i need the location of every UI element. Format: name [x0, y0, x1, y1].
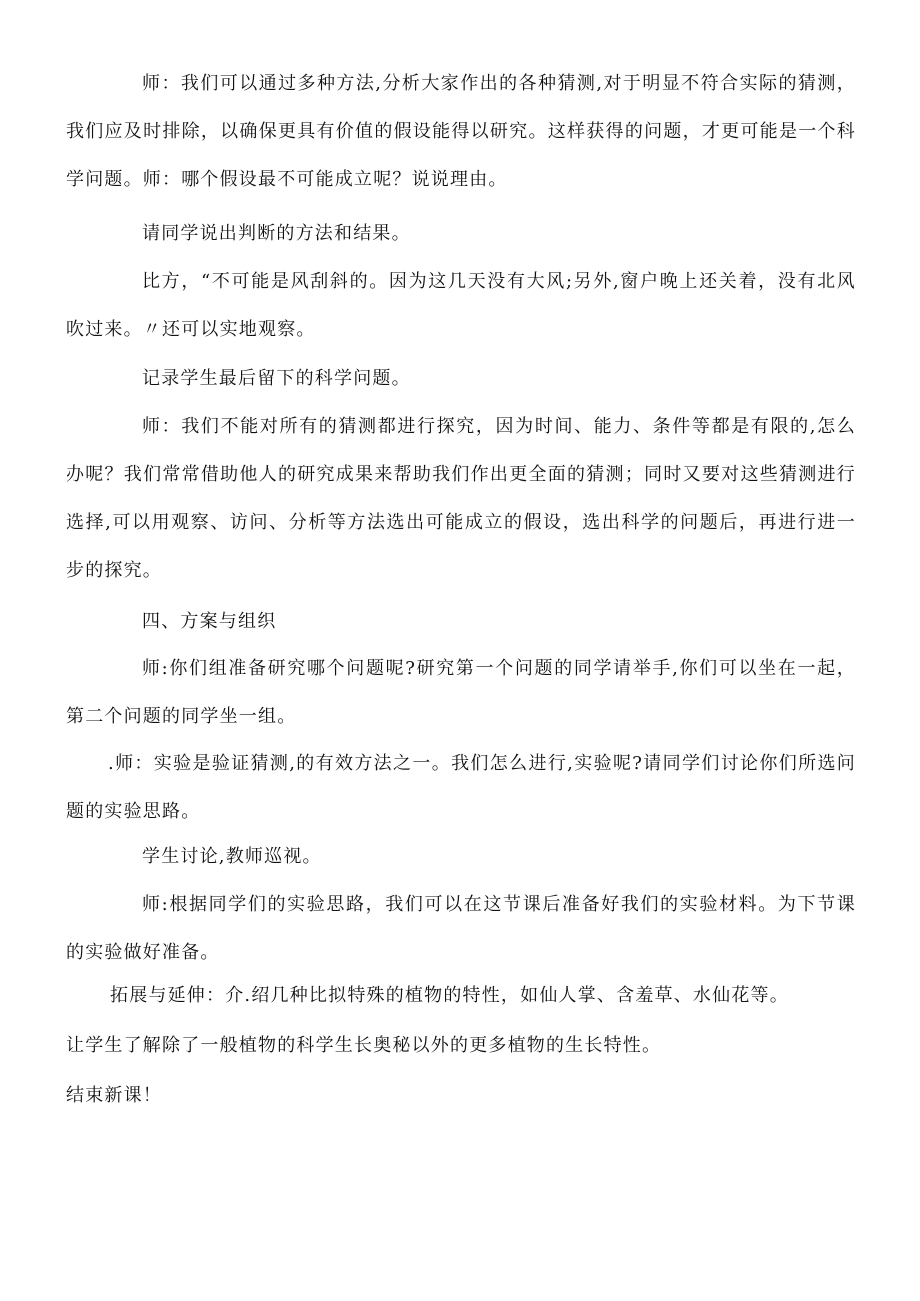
paragraph-understanding: 让学生了解除了一般植物的科学生长奥秘以外的更多植物的生长特性。 [66, 1035, 662, 1056]
paragraph-teacher-explore: 师：我们不能对所有的猜测都进行探究，因为时间、能力、条件等都是有限的,怎么办呢？我们常常借助他人的研究成果来帮助我们作出更全面的猜测；同时又要对这些猜测进行选择,可以用观察、访问、分析等方法选出可能成立的假设，选出科学的问题后，再进行进一步的探究。 [66, 416, 856, 581]
paragraph-teacher-hypothesis: 师：我们可以通过多种方法,分析大家作出的各种猜测,对于明显不符合实际的猜测，我们应及时排除，以确保更具有价值的假设能得以研究。这样获得的问题，才更可能是一个科学问题。师：哪个假设最不可能成立呢？说说理由。 [66, 73, 856, 190]
paragraph-experiment-method: .师：实验是验证猜测,的有效方法之一。我们怎么进行,实验呢?请同学们讨论你们所选问题的实验思路。 [66, 753, 856, 822]
paragraph-student-judgement: 请同学说出判断的方法和结果。 [142, 223, 411, 244]
paragraph-example: 比方，“不可能是风刮斜的。因为这几天没有大风;另外,窗户晚上还关着，没有北风吹过来。〃还可以实地观察。 [66, 271, 856, 340]
paragraph-end-class: 结束新课！ [66, 1085, 162, 1106]
paragraph-prepare-materials: 师:根据同学们的实验思路，我们可以在这节课后准备好我们的实验材料。为下节课的实验做好准备。 [66, 894, 856, 963]
paragraph-record-questions: 记录学生最后留下的科学问题。 [142, 368, 411, 389]
section-heading-plan: 四、方案与组织 [142, 611, 277, 632]
paragraph-discussion: 学生讨论,教师巡视。 [142, 846, 322, 867]
paragraph-extension: 拓展与延伸：介.绍几种比拟特殊的植物的特性，如仙人掌、含羞草、水仙花等。 [110, 985, 789, 1006]
paragraph-group-question: 师:你们组准备研究哪个问题呢?研究第一个问题的同学请举手,你们可以坐在一起，第二个问题的同学坐一组。 [66, 658, 856, 727]
